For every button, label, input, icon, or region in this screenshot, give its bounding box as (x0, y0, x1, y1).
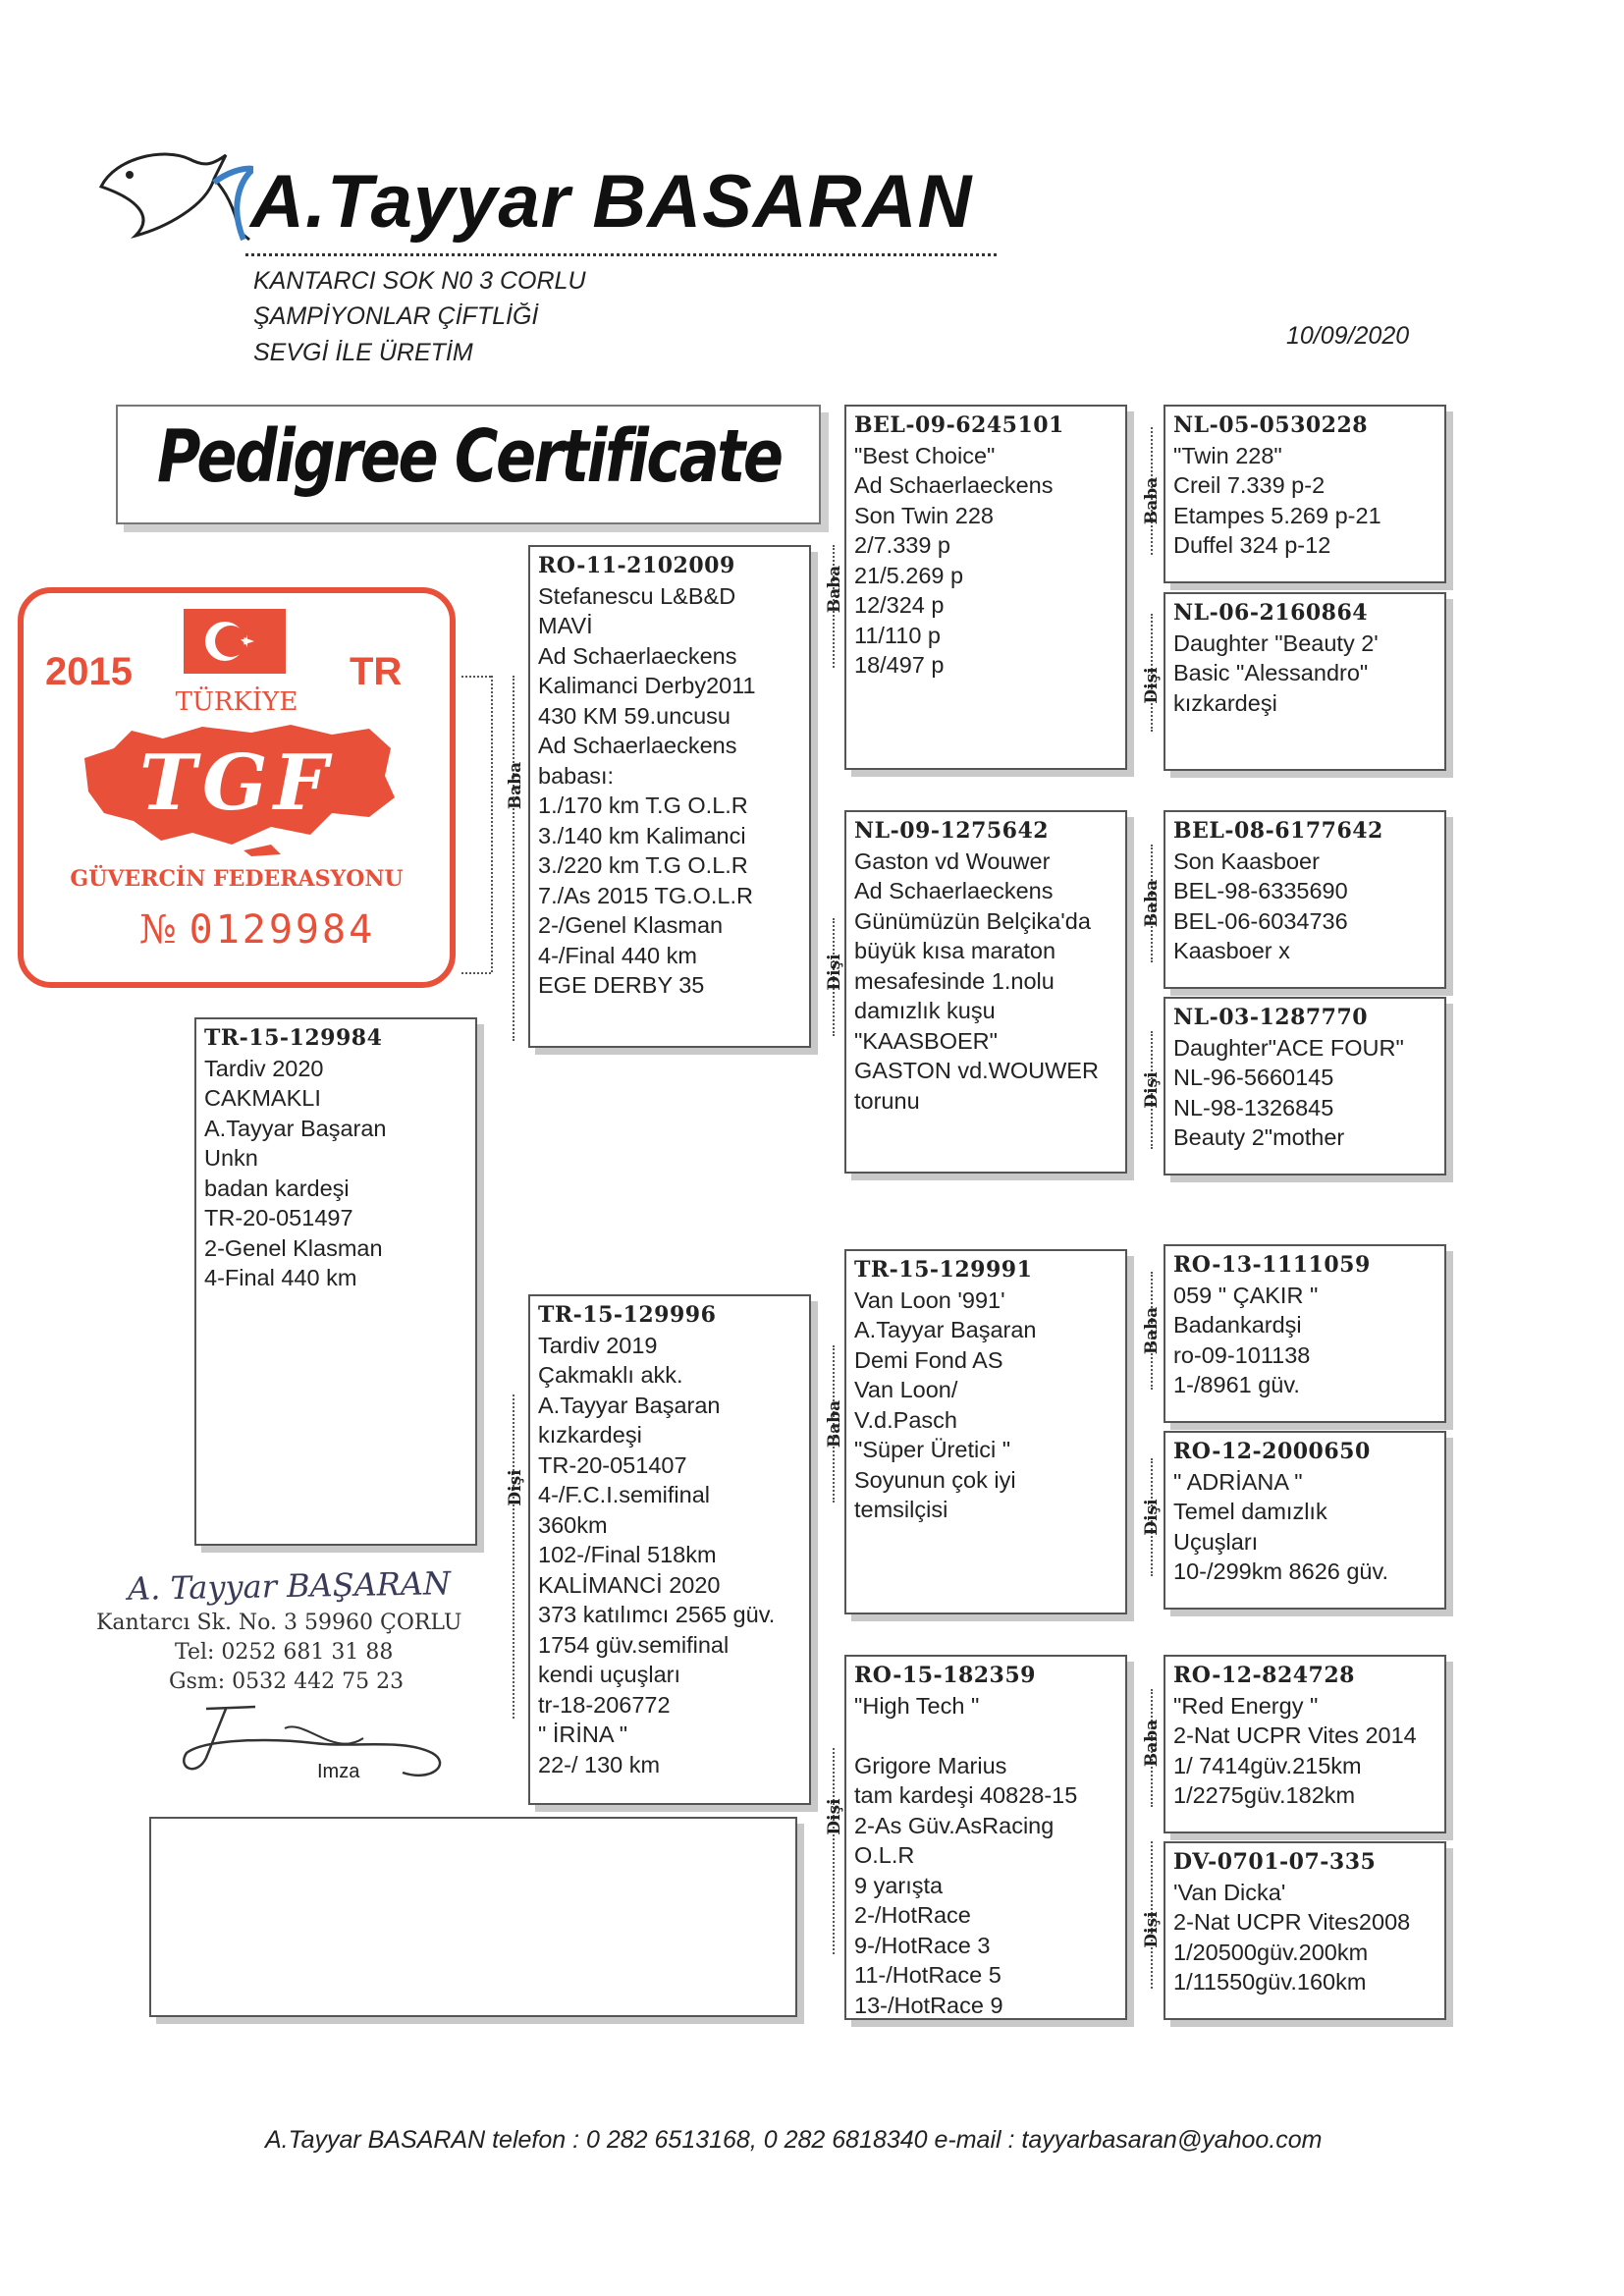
pedigree-line: O.L.R (854, 1842, 915, 1868)
pedigree-line: 4-Final 440 km (204, 1265, 357, 1290)
pedigree-line: Ad Schaerlaeckens (538, 642, 737, 669)
pedigree-line: 2-As Güv.AsRacing (854, 1812, 1055, 1838)
ring-number: NL-05-0530228 (1173, 412, 1369, 438)
pedigree-line: 2-/Genel Klasman (538, 912, 724, 938)
connector (833, 1748, 835, 1954)
pedigree-line: 1754 güv.semifinal (538, 1631, 730, 1658)
pedigree-line: 21/5.269 p (854, 562, 964, 588)
dam-box (528, 1294, 811, 1805)
ring-number: RO-13-1111059 (1173, 1252, 1371, 1278)
connector (461, 972, 491, 974)
pedigree-line: Daughter"ACE FOUR" (1173, 1034, 1404, 1061)
address-line-3: SEVGİ İLE ÜRETİM (253, 339, 473, 366)
pedigree-line: 'Van Dicka' (1173, 1879, 1286, 1905)
handwritten-signature-icon (167, 1699, 461, 1787)
ring-number: RO-11-2102009 (538, 553, 735, 578)
pedigree-line: "High Tech " (854, 1692, 980, 1719)
pedigree-line: " İRİNA " (538, 1722, 628, 1747)
dds-lines (1173, 1661, 1438, 1811)
ring-number: RO-12-2000650 (1173, 1439, 1371, 1464)
dam-lines (538, 1300, 803, 1779)
brand-underline (245, 253, 997, 256)
pedigree-line: temsilçisi (854, 1497, 948, 1522)
pedigree-line: Creil 7.339 p-2 (1173, 472, 1326, 498)
pedigree-line: 18/497 p (854, 652, 945, 678)
pedigree-line: Grigore Marius (854, 1752, 1007, 1778)
pedigree-line: Van Loon/ (854, 1377, 958, 1402)
pedigree-line: KALİMANCİ 2020 (538, 1571, 721, 1598)
pedigree-line: 1-/8961 güv. (1173, 1372, 1300, 1397)
stamp-org-full: GÜVERCİN FEDERASYONU (70, 866, 404, 892)
dsd-box (1164, 1431, 1446, 1610)
pedigree-line: A.Tayyar Başaran (204, 1115, 387, 1141)
pedigree-line: Tardiv 2019 (538, 1332, 658, 1358)
connector (513, 1394, 514, 1719)
pedigree-line: NL-98-1326845 (1173, 1094, 1334, 1121)
pedigree-line: Çakmaklı akk. (538, 1362, 683, 1388)
sire-dam-box (844, 810, 1127, 1174)
pedigree-line: 059 " ÇAKIR " (1173, 1282, 1319, 1308)
sire-box (528, 545, 811, 1048)
dsd-lines (1173, 1437, 1438, 1587)
notes-box (149, 1817, 797, 2017)
pedigree-line: "KAASBOER" (854, 1027, 998, 1054)
dam-label: Dişi (506, 1469, 525, 1506)
address-line-1: KANTARCI SOK N0 3 CORLU (253, 267, 586, 295)
dam-sire-box (844, 1249, 1127, 1614)
sire-lines (538, 551, 803, 1001)
pedigree-line: 430 KM 59.uncusu (538, 702, 731, 729)
sire-label: Baba (825, 565, 844, 614)
pedigree-line: mesafesinde 1.nolu (854, 967, 1055, 994)
pedigree-line: Unkn (204, 1145, 258, 1171)
stamp-org-short: TGF (138, 738, 335, 828)
pedigree-line: 360km (538, 1511, 608, 1538)
pedigree-line: torunu (854, 1087, 920, 1114)
pedigree-line: V.d.Pasch (854, 1406, 957, 1433)
page-title: Pedigree Certificate (157, 414, 782, 499)
pedigree-line: Stefanescu L&B&D (538, 582, 736, 609)
ring-number: BEL-08-6177642 (1173, 818, 1383, 844)
turkish-flag-icon (184, 609, 286, 674)
signature-gsm: Gsm: 0532 442 75 23 (169, 1669, 405, 1694)
pedigree-line: 3./140 km Kalimanci (538, 822, 746, 848)
ddd-lines (1173, 1847, 1438, 1997)
ssd-lines (1173, 598, 1438, 718)
pedigree-line: Basic "Alessandro" (1173, 660, 1369, 685)
signature-stamp-name: A. Tayyar BAŞARAN (127, 1564, 452, 1608)
pedigree-line: 12/324 p (854, 592, 945, 618)
stamp-country-code: TR (350, 650, 403, 693)
pedigree-line: 1/11550güv.160km (1173, 1969, 1367, 1995)
connector (491, 676, 493, 972)
signature-phone: Tel: 0252 681 31 88 (175, 1640, 394, 1665)
pedigree-line: 22-/ 130 km (538, 1751, 661, 1777)
sire-label: Baba (1142, 1306, 1162, 1355)
pedigree-line: 1/20500güv.200km (1173, 1939, 1369, 1965)
pedigree-line: Kaasboer x (1173, 938, 1290, 963)
dam-label: Dişi (1142, 1071, 1162, 1109)
connector (513, 676, 514, 1041)
pedigree-line: Duffel 324 p-12 (1173, 532, 1331, 558)
certificate-date: 10/09/2020 (1286, 322, 1410, 350)
stamp-year: 2015 (45, 650, 133, 693)
ring-number: BEL-09-6245101 (854, 412, 1064, 438)
pedigree-line: Soyunun çok iyi (854, 1466, 1016, 1493)
sire-sire-lines (854, 410, 1119, 681)
pedigree-line: A.Tayyar Başaran (854, 1317, 1037, 1342)
pedigree-line: 7./As 2015 TG.O.L.R (538, 882, 754, 908)
ring-number: TR-15-129991 (854, 1257, 1033, 1283)
pedigree-line: Demi Fond AS (854, 1346, 1003, 1373)
stamp-number: 0129984 (189, 907, 376, 953)
pedigree-line: 1./170 km T.G O.L.R (538, 793, 748, 818)
sire-label: Baba (825, 1399, 844, 1449)
pedigree-line: Etampes 5.269 p-21 (1173, 502, 1381, 528)
pedigree-line: Tardiv 2020 (204, 1055, 324, 1081)
pedigree-line: Son Kaasboer (1173, 847, 1320, 874)
pedigree-line: Ad Schaerlaeckens (854, 472, 1054, 498)
ring-number: TR-15-129996 (538, 1302, 717, 1328)
dam-dam-box (844, 1655, 1127, 2020)
sss-lines (1173, 410, 1438, 561)
pedigree-line: kızkardeşi (538, 1422, 642, 1448)
pedigree-line: tam kardeşi 40828-15 (854, 1782, 1078, 1808)
pedigree-line: "Red Energy " (1173, 1692, 1319, 1719)
pedigree-line: büyük kısa maraton (854, 938, 1056, 963)
pedigree-line: Beauty 2"mother (1173, 1124, 1345, 1150)
ssd-box (1164, 592, 1446, 771)
pedigree-line: Badankardşi (1173, 1312, 1302, 1338)
sire-sire-box (844, 405, 1127, 770)
pedigree-line: 2-Genel Klasman (204, 1234, 383, 1261)
pedigree-line: 2-Nat UCPR Vites2008 (1173, 1909, 1411, 1935)
pedigree-line: 11-/HotRace 5 (854, 1962, 1001, 1988)
subject-box (194, 1017, 477, 1546)
pedigree-line: Temel damızlık (1173, 1499, 1327, 1524)
pedigree-line: CAKMAKLI (204, 1085, 321, 1111)
pedigree-line: Kalimanci Derby2011 (538, 673, 756, 698)
dam-label: Dişi (1142, 667, 1162, 704)
pedigree-line: Günümüzün Belçika'da (854, 907, 1091, 934)
pedigree-line: Van Loon '991' (854, 1286, 1005, 1313)
pedigree-line: 10-/299km 8626 güv. (1173, 1558, 1389, 1584)
pedigree-line: 102-/Final 518km (538, 1542, 717, 1567)
pedigree-line: damızlık kuşu (854, 998, 996, 1023)
signature-address: Kantarcı Sk. No. 3 59960 ÇORLU (96, 1611, 462, 1635)
sire-label: Baba (506, 761, 525, 810)
bird-logo-icon (96, 137, 253, 246)
ring-number: NL-03-1287770 (1173, 1005, 1369, 1030)
pedigree-line: TR-20-051407 (538, 1451, 687, 1478)
pedigree-line: 4-/F.C.I.semifinal (538, 1482, 710, 1507)
dam-label: Dişi (825, 1798, 844, 1835)
title-box (116, 405, 821, 524)
pedigree-line: kendi uçuşları (538, 1662, 680, 1687)
ring-number: RO-12-824728 (1173, 1663, 1355, 1688)
sire-label: Baba (1142, 879, 1162, 928)
dam-label: Dişi (825, 954, 844, 991)
pedigree-line: GASTON vd.WOUWER (854, 1058, 1099, 1083)
pedigree-line: kızkardeşi (1173, 689, 1277, 716)
stamp-number-prefix: № (139, 907, 177, 953)
pedigree-line: BEL-98-6335690 (1173, 878, 1348, 903)
signature-label: Imza (317, 1761, 360, 1782)
sds-lines (1173, 816, 1438, 966)
dds-box (1164, 1655, 1446, 1833)
stamp-country: TÜRKİYE (175, 687, 298, 717)
pedigree-line: TR-20-051497 (204, 1205, 353, 1230)
pedigree-line: tr-18-206772 (538, 1691, 671, 1718)
sire-dam-lines (854, 816, 1119, 1116)
subject-lines (204, 1023, 469, 1293)
connector (461, 676, 491, 678)
pedigree-line: 1/2275güv.182km (1173, 1782, 1356, 1808)
pedigree-line: 4-/Final 440 km (538, 942, 697, 968)
pedigree-line: 2-/HotRace (854, 1902, 971, 1928)
pedigree-line: EGE DERBY 35 (538, 972, 705, 998)
pedigree-line: Ad Schaerlaeckens (538, 733, 737, 758)
pedigree-line: " ADRİANA " (1173, 1468, 1303, 1495)
pedigree-line: "Twin 228" (1173, 442, 1282, 468)
pedigree-line: "Süper Üretici " (854, 1437, 1011, 1462)
sss-box (1164, 405, 1446, 583)
pedigree-line: Ad Schaerlaeckens (854, 878, 1054, 903)
pedigree-line: 9 yarışta (854, 1872, 944, 1898)
address-line-2: ŞAMPİYONLAR ÇİFTLİĞİ (253, 302, 539, 330)
pedigree-line: NL-96-5660145 (1173, 1065, 1334, 1090)
pedigree-line: 3./220 km T.G O.L.R (538, 852, 748, 878)
pedigree-line: "Best Choice" (854, 442, 996, 468)
dss-box (1164, 1244, 1446, 1423)
pedigree-line: 373 katılımcı 2565 güv. (538, 1602, 776, 1627)
sire-label: Baba (1142, 476, 1162, 525)
ring-number: RO-15-182359 (854, 1663, 1036, 1688)
pedigree-line: 1/ 7414güv.215km (1173, 1752, 1362, 1778)
dam-label: Dişi (1142, 1911, 1162, 1948)
pedigree-line: Daughter "Beauty 2' (1173, 629, 1379, 656)
pedigree-line: MAVİ (538, 613, 593, 638)
pedigree-line: 2-Nat UCPR Vites 2014 (1173, 1722, 1417, 1748)
pedigree-line: Gaston vd Wouwer (854, 847, 1051, 874)
pedigree-line: ro-09-101138 (1173, 1341, 1311, 1368)
dam-sire-lines (854, 1255, 1119, 1525)
ring-number: TR-15-129984 (204, 1025, 383, 1051)
federation-stamp (18, 587, 456, 988)
pedigree-line: 13-/HotRace 9 (854, 1992, 1003, 2018)
pedigree-line: 9-/HotRace 3 (854, 1932, 991, 1958)
pedigree-line: 11/110 p (854, 622, 941, 648)
pedigree-line: Son Twin 228 (854, 502, 994, 528)
ddd-box (1164, 1841, 1446, 2020)
pedigree-line: 2/7.339 p (854, 532, 951, 558)
pedigree-line: Uçuşları (1173, 1528, 1259, 1555)
sdd-lines (1173, 1003, 1438, 1153)
footer-contact: A.Tayyar BASARAN telefon : 0 282 6513168, 0 282 6818340 e-mail : tayyarbasaran@yahoo.com (265, 2126, 1323, 2154)
pedigree-line: babası: (538, 762, 615, 789)
dam-dam-lines (854, 1661, 1119, 2020)
pedigree-line (854, 1721, 1119, 1751)
brand-name: A.Tayyar BASARAN (250, 160, 973, 244)
dss-lines (1173, 1250, 1438, 1400)
ring-number: NL-06-2160864 (1173, 600, 1369, 626)
pedigree-line: BEL-06-6034736 (1173, 907, 1348, 934)
sds-box (1164, 810, 1446, 989)
ring-number: NL-09-1275642 (854, 818, 1050, 844)
dam-label: Dişi (1142, 1499, 1162, 1536)
ring-number: DV-0701-07-335 (1173, 1849, 1377, 1875)
sire-label: Baba (1142, 1719, 1162, 1768)
pedigree-line: A.Tayyar Başaran (538, 1392, 721, 1418)
sdd-box (1164, 997, 1446, 1175)
pedigree-line: badan kardeşi (204, 1175, 350, 1201)
